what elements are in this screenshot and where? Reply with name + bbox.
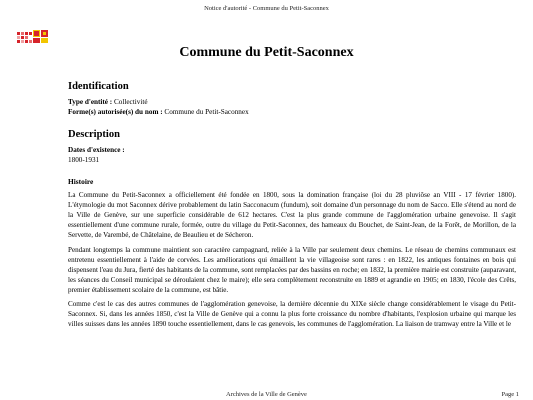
page-number: Page 1 <box>501 391 519 398</box>
document-title: Commune du Petit-Saconnex <box>179 45 354 60</box>
identification-heading: Identification <box>68 81 129 92</box>
dates-value: 1800-1931 <box>68 156 100 165</box>
history-section <box>68 177 516 329</box>
history-paragraph: Comme c'est le cas des autres communes de l'agglomération genevoise, la dernière décennie du XIXe siècle change considérablement le visage du Petit-Saconnex. Si, dans les années 1850, c'est la Ville de Genève qui a connu la plus forte croissance du nombre d'habitants, l'explosion urbaine qui marque les villes suisses dans les années 1890 touche essentiellement, dans le cas genevois, les communes de l'agglomération. La liaison de tramway entre la Ville et le <box>68 299 516 328</box>
dates-label-text: Dates d'existence : <box>68 146 125 155</box>
entity-type-row <box>68 97 516 107</box>
history-paragraph: La Commune du Petit-Saconnex a officiellement été fondée en 1800, sous la domination française (loi du 28 pluviôse an VIII - 17 février 1800). L'étymologie du mot Saconnex dérive probablement du latin Saccona​cum (fundum), soit domaine d'un personnage du nom de Sacco. Elle s'étend au nord de la Ville de Genève, sur une superficie considérable de 612 hectares. C'est la plus grande commune de l'agglomération urbaine genevoise. Il s'agit essentiellement d'une commune rurale, formée, outre du village du Petit-Saconnex, des hameaux du Bouchet, de Saint-Jean, de la Forêt, de Morillon, de la Servette, de Varembé, de Châtelaine, de Beaulieu et de Sécheron. <box>68 191 516 240</box>
authorized-forms-row <box>68 107 516 117</box>
authorized-forms-label: Forme(s) autorisée(s) du nom : <box>68 108 163 117</box>
document-body <box>68 80 516 333</box>
entity-type-value: Collectivité <box>113 97 148 106</box>
history-paragraph: Pendant longtemps la commune maintient son caractère campagnard, reliée à la Ville par seulement deux chemins. Le réseau de chemins communaux est entretenu essentiellement à l'aide de corvées. Les améliorations qui émaillent la vie villageoise sont rares : en 1822, les antiques fontaines en bois qui dispensent l'eau du Jura, fierté des habitants de la commune, sont remplacées par des bassins en roche; en 1832, la première mairie est construite (auparavant, les séances du Conseil municipal se déroulaient chez le maire); elle sera complètement reconstruite en 1889 et agrandie en 1905; en 1830, l'école des Crêts, premier établissement scolaire de la commune, est bâtie. <box>68 245 516 294</box>
history-heading: Histoire <box>68 176 94 186</box>
description-section <box>68 128 516 165</box>
running-header: Notice d'autorité - Commune du Petit-Saconnex <box>204 5 329 12</box>
footer-source: Archives de la Ville de Genève <box>226 391 307 398</box>
identification-section <box>68 80 516 117</box>
description-heading: Description <box>68 129 120 141</box>
authorized-forms-value: Commune du Petit-Saconnex <box>164 108 249 117</box>
dates-label <box>68 145 516 155</box>
entity-type-label: Type d'entité : <box>68 97 113 106</box>
